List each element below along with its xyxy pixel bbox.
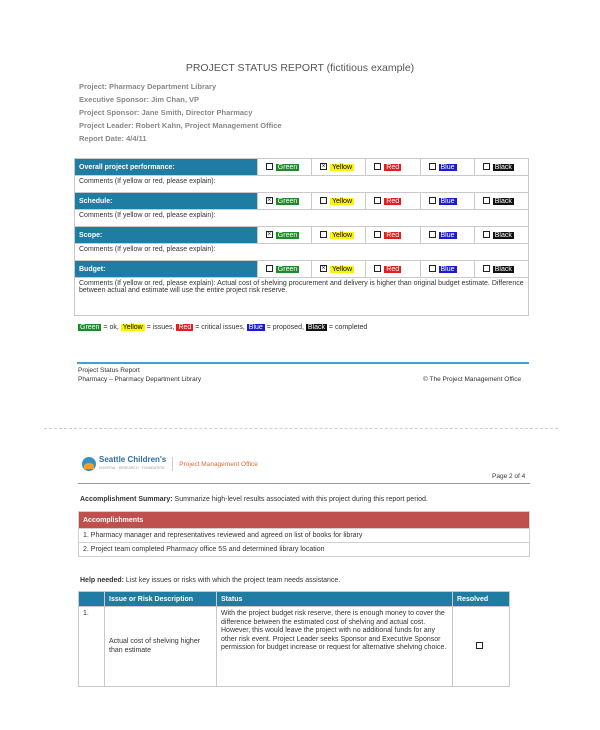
status-row	[75, 227, 529, 244]
status-option-label: Red	[386, 197, 400, 205]
comment-row	[75, 176, 529, 193]
footer-project: Pharmacy – Pharmacy Department Library	[78, 376, 202, 383]
accomplishment-summary	[80, 496, 428, 503]
status-option-label: Black	[494, 163, 512, 171]
status-row	[75, 261, 529, 278]
status-checkbox[interactable]: ×	[321, 163, 326, 171]
status-row	[75, 159, 529, 176]
resolved-cell	[453, 607, 510, 687]
risk-number: 1.	[79, 607, 105, 687]
comment-text: Comments (If yellow or red, please explain):	[75, 176, 529, 193]
status-checkbox[interactable]	[266, 163, 273, 170]
status-checkbox[interactable]	[429, 163, 436, 170]
status-option-red	[366, 159, 420, 176]
legend-blue: Blue	[248, 324, 263, 331]
logo-name: Seattle Children's	[99, 455, 167, 464]
legend-black: Black	[307, 324, 325, 331]
status-option-label: Green	[277, 163, 298, 171]
status-checkbox[interactable]: ×	[321, 265, 326, 273]
report-date: Report Date: 4/4/11	[79, 134, 147, 143]
status-option-label: Yellow	[332, 265, 353, 273]
project-sponsor: Project Sponsor: Jane Smith, Director Pharmacy	[79, 108, 253, 117]
status-option-green	[257, 159, 311, 176]
status-option-label: Yellow	[332, 163, 353, 171]
comment-text: Comments (If yellow or red, please explain):	[75, 244, 529, 261]
color-legend	[78, 324, 367, 331]
risk-col-status: Status	[217, 592, 453, 607]
status-option-label: Black	[494, 197, 512, 205]
report-title: PROJECT STATUS REPORT (fictitious example)	[185, 62, 415, 74]
footer-copyright: © The Project Management Office	[423, 376, 522, 383]
risk-col-description: Issue or Risk Description	[105, 592, 217, 607]
status-option-red	[366, 261, 420, 278]
status-checkbox[interactable]	[320, 197, 327, 204]
footer-title: Project Status Report	[78, 367, 140, 374]
footer-divider	[77, 362, 529, 364]
status-option-label: Black	[494, 265, 512, 273]
status-row	[75, 193, 529, 210]
project-leader: Project Leader: Robert Kahn, Project Management Office	[79, 121, 282, 130]
status-checkbox[interactable]	[429, 265, 436, 272]
status-option-label: Black	[494, 231, 512, 239]
accomplishments-header: Accomplishments	[79, 512, 530, 529]
resolved-checkbox[interactable]	[476, 642, 483, 649]
legend-green-text: = ok,	[101, 324, 121, 331]
status-checkbox[interactable]	[374, 197, 381, 204]
accomplishment-item: 2. Project team completed Pharmacy office 5S and determined library location	[79, 543, 530, 557]
status-option-label: Red	[386, 231, 400, 239]
comment-row	[75, 210, 529, 227]
legend-red-text: = critical issues,	[193, 324, 247, 331]
status-checkbox[interactable]	[320, 231, 327, 238]
acc-summary-text: Summarize high-level results associated with this project during this report period.	[172, 496, 428, 503]
logo-mark-icon	[82, 457, 96, 471]
legend-black-text: = completed	[326, 324, 368, 331]
status-option-label: Green	[277, 231, 298, 239]
comment-row	[75, 278, 529, 316]
risk-col-resolved: Resolved	[453, 592, 510, 607]
status-checkbox[interactable]	[266, 265, 273, 272]
status-option-green	[257, 261, 311, 278]
status-checkbox[interactable]	[483, 265, 490, 272]
header-divider	[78, 483, 530, 484]
status-checkbox[interactable]	[483, 163, 490, 170]
status-option-label: Yellow	[332, 197, 353, 205]
status-option-label: Blue	[440, 163, 455, 171]
status-option-label: Red	[386, 163, 400, 171]
status-option-blue	[420, 159, 474, 176]
project-name: Project: Pharmacy Department Library	[79, 82, 217, 91]
status-option-green	[257, 193, 311, 210]
legend-green: Green	[80, 324, 100, 331]
help-text: List key issues or risks with which the project team needs assistance.	[123, 577, 341, 584]
comment-text: Comments (If yellow or red, please explain):	[75, 210, 529, 227]
status-option-blue	[420, 261, 474, 278]
status-table	[74, 158, 529, 316]
status-option-black	[474, 261, 528, 278]
logo-tagline: HOSPITAL · RESEARCH · FOUNDATION	[99, 466, 165, 470]
status-option-red	[366, 193, 420, 210]
comment-text: Comments (If yellow or red, please explain): Actual cost of shelving procurement and delivery is higher than original budget estimate. Difference between actual and estimate will use the entire project risk reserve.	[75, 278, 529, 316]
page-separator	[44, 428, 558, 429]
status-option-label: Blue	[440, 265, 455, 273]
accomplishments-table	[78, 511, 530, 557]
comment-row	[75, 244, 529, 261]
risk-table	[78, 591, 510, 687]
status-option-yellow	[312, 159, 366, 176]
risk-description: Actual cost of shelving higher than estimate	[105, 607, 217, 687]
status-option-label: Blue	[440, 197, 455, 205]
status-option-black	[474, 193, 528, 210]
risk-status: With the project budget risk reserve, there is enough money to cover the difference between the estimated cost of shelving and actual cost. However, this would leave the project with no additional funds for any other risk event. Project Leader seeks Sponsor and Executive Sponsor permission for budget increase or request for alternative shelving choice.	[217, 607, 453, 687]
seattle-childrens-logo	[82, 456, 258, 472]
status-option-black	[474, 159, 528, 176]
status-checkbox[interactable]	[483, 231, 490, 238]
status-checkbox[interactable]	[429, 197, 436, 204]
status-option-label: Yellow	[332, 231, 353, 239]
status-checkbox[interactable]	[374, 231, 381, 238]
help-label: Help needed:	[80, 577, 124, 584]
status-checkbox[interactable]: ×	[267, 197, 272, 205]
status-checkbox[interactable]	[429, 231, 436, 238]
status-checkbox[interactable]	[374, 265, 381, 272]
help-needed	[80, 577, 340, 584]
status-option-yellow	[312, 261, 366, 278]
status-checkbox[interactable]	[483, 197, 490, 204]
status-label: Schedule:	[75, 193, 258, 210]
status-option-yellow	[312, 193, 366, 210]
status-option-blue	[420, 227, 474, 244]
risk-col-num	[79, 592, 105, 607]
status-option-yellow	[312, 227, 366, 244]
status-option-label: Blue	[440, 231, 455, 239]
page-number: Page 2 of 4	[492, 473, 526, 480]
accomplishment-item: 1. Pharmacy manager and representatives reviewed and agreed on list of books for library	[79, 529, 530, 543]
table-row	[79, 607, 510, 687]
logo-divider	[172, 457, 173, 471]
pmo-label: Project Management Office	[179, 460, 258, 468]
status-label: Overall project performance:	[75, 159, 258, 176]
status-option-label: Green	[277, 265, 298, 273]
status-label: Scope:	[75, 227, 258, 244]
acc-summary-label: Accomplishment Summary:	[80, 496, 173, 503]
status-label: Budget:	[75, 261, 258, 278]
legend-yellow: Yellow	[122, 324, 143, 331]
status-option-black	[474, 227, 528, 244]
status-option-label: Green	[277, 197, 298, 205]
legend-blue-text: = proposed,	[264, 324, 306, 331]
status-option-green	[257, 227, 311, 244]
legend-red: Red	[178, 324, 192, 331]
status-checkbox[interactable]	[374, 163, 381, 170]
status-option-blue	[420, 193, 474, 210]
status-checkbox[interactable]: ×	[267, 231, 272, 239]
status-option-label: Red	[386, 265, 400, 273]
executive-sponsor: Executive Sponsor: Jim Chan, VP	[79, 95, 200, 104]
legend-yellow-text: = issues,	[144, 324, 177, 331]
status-option-red	[366, 227, 420, 244]
